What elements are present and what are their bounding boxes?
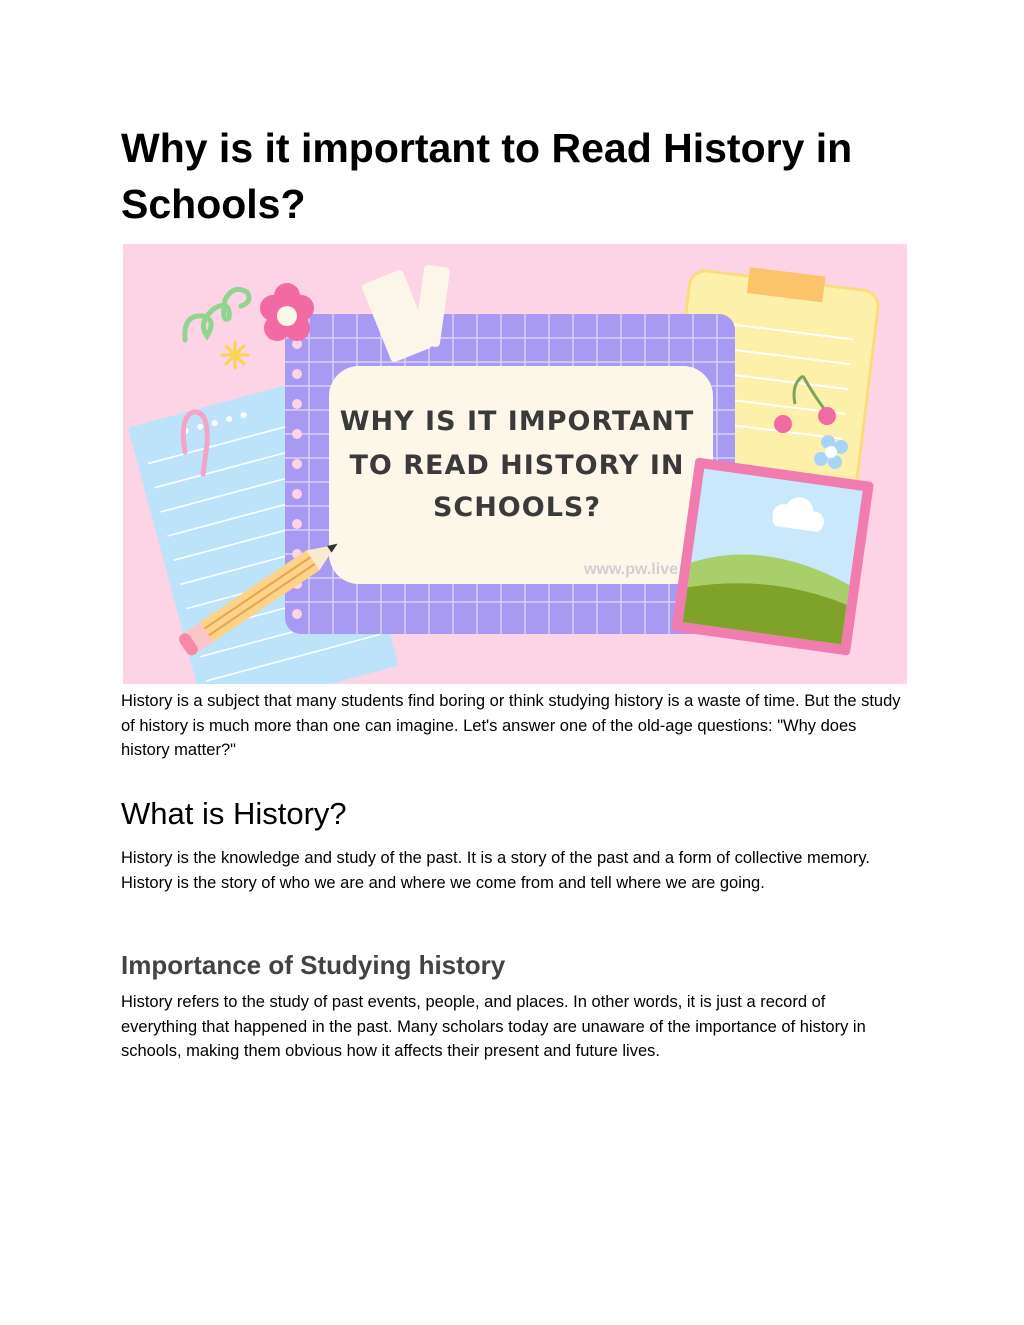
- section-heading-importance: Importance of Studying history: [121, 950, 506, 980]
- banner-line-3: SCHOOLS?: [432, 492, 602, 523]
- section-paragraph-importance: History refers to the study of past events, people, and places. In other words, it is just a record of everything that happened in the past. Many scholars today are unaware of the importance of history in schools, making them obvious how it affects their present and future lives.: [121, 993, 866, 1060]
- banner-line-1: WHY IS IT IMPORTANT: [339, 406, 695, 437]
- intro-paragraph: History is a subject that many students find boring or think studying history is a waste of time. But the study of history is much more than one can imagine. Let's answer one of the old-age questions: "Why does history matter?": [121, 692, 901, 759]
- banner-image: [123, 244, 907, 684]
- section-heading-what-is-history: What is History?: [121, 796, 347, 831]
- banner-watermark: www.pw.live: [584, 561, 678, 578]
- sparkle-icon: [222, 342, 248, 368]
- photo-frame-decoration: [671, 457, 874, 655]
- banner-line-2: TO READ HISTORY IN: [349, 450, 685, 481]
- page-title: Why is it important to Read History in Schools?: [121, 125, 853, 227]
- section-paragraph-what-is-history: History is the knowledge and study of the past. It is a story of the past and a form of collective memory. History is the story of who we are and where we come from and tell where we are going.: [121, 849, 870, 892]
